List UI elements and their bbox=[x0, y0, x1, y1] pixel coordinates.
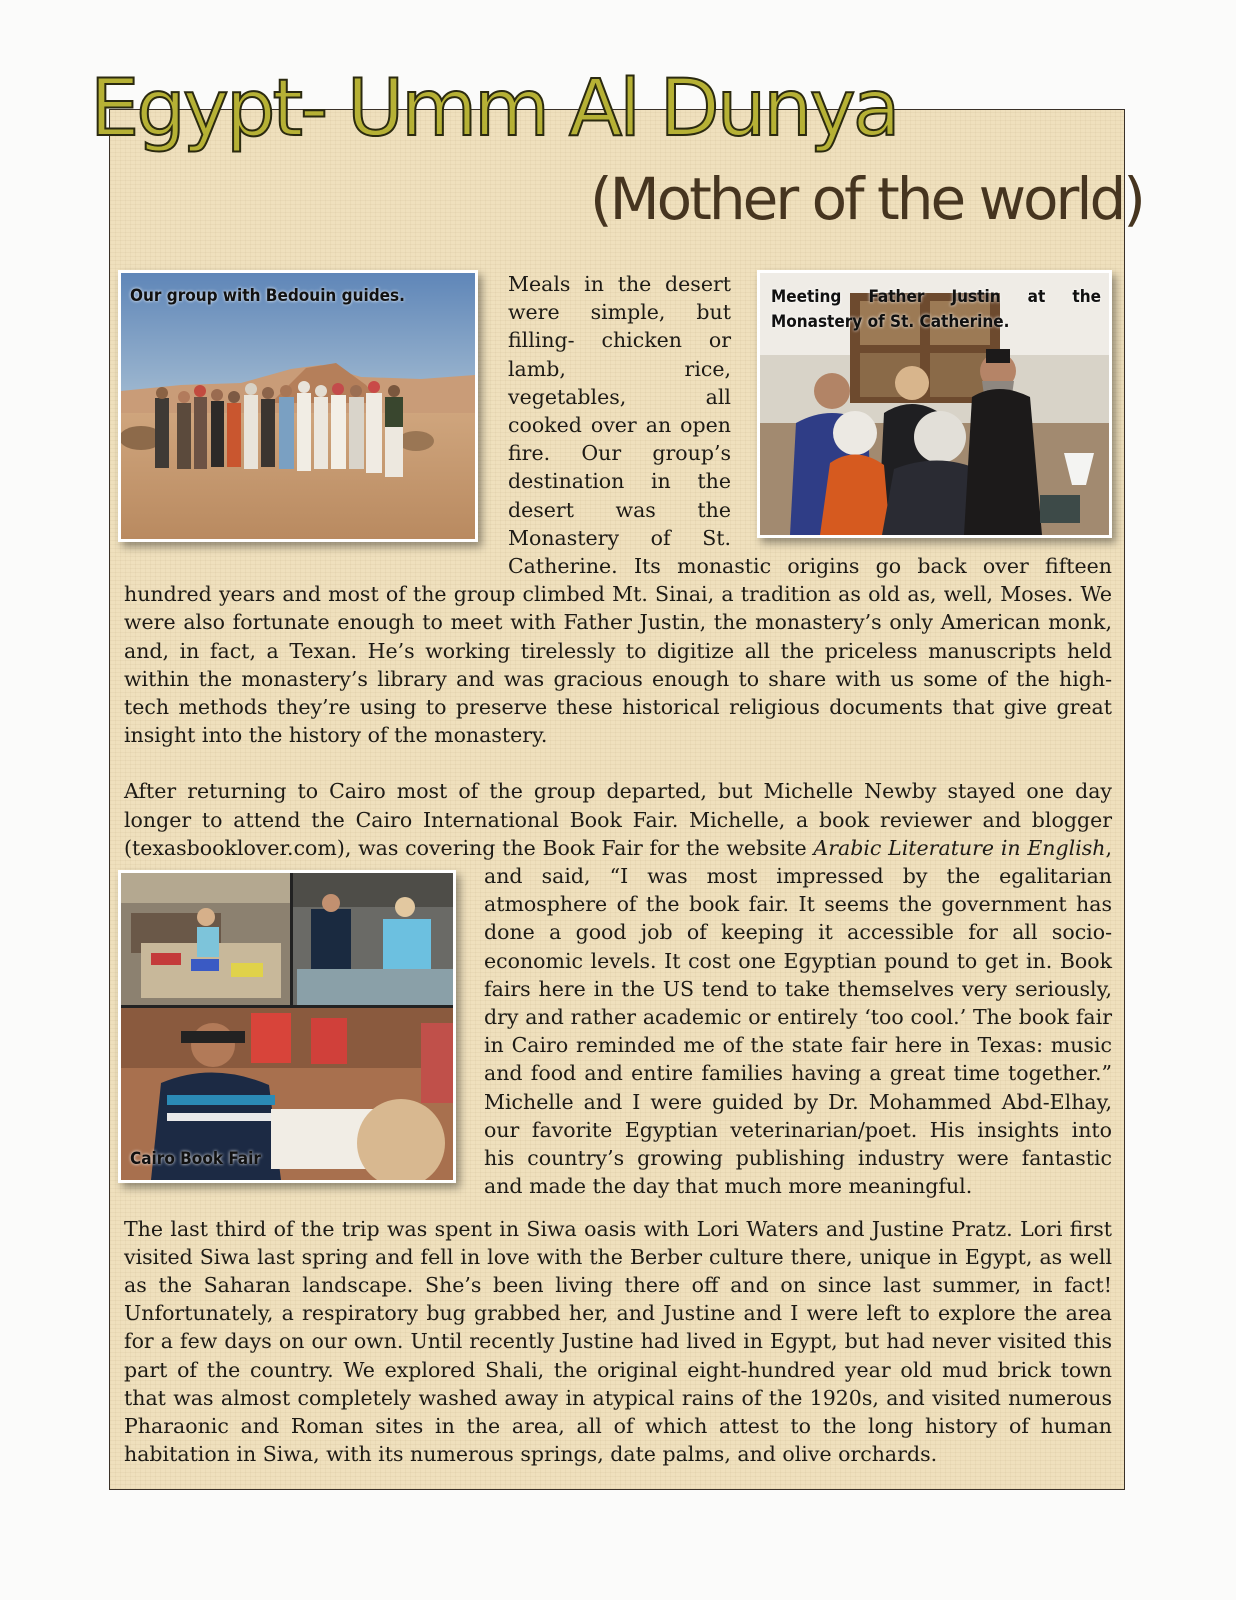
figure-caption: Meeting Father Justin at the Monastery of St. Catherine. bbox=[771, 287, 1101, 332]
page-title: Egypt- Umm Al Dunya bbox=[90, 64, 898, 154]
figure-caption: Cairo Book Fair bbox=[130, 1149, 261, 1170]
paragraph-book-fair: After returning to Cairo most of the group departed, but Michelle Newby stayed one day longer to attend the Cairo International Book Fair. Michelle, a book reviewer and blogger (texasbooklover.com), was covering the Book Fair for the website Arabic Literature in English Cairo Book Fair , and said, “I was most impressed by the egalitarian atmosphere of the book fair. It seems the government has done a good job of keeping it accessible for all socio-economic levels. It cost one Egyptian pound to get in. Book fairs here in the US tend to take themselves very seriously, dry and rather academic or entirely ‘too cool.’ The book fair in Cairo reminded me of the state fair here in Texas: music and food and entire families having a great time together.” Michelle and I were guided by Dr. Mohammed Abd-Elhay, our favorite Egyptian veterinarian/poet. His insights into his country’s growing publishing industry were fantastic and made the day that much more meaningful. bbox=[124, 777, 1112, 1200]
website-title: Arabic Literature in English bbox=[813, 835, 1106, 860]
bedouin-group-photo bbox=[118, 270, 478, 542]
father-justin-photo bbox=[757, 270, 1112, 538]
page-subtitle: (Mother of the world) bbox=[590, 165, 1143, 233]
paragraph-siwa-oasis: The last third of the trip was spent in Siwa oasis with Lori Waters and Justine Pratz. Lori first visited Siwa last spring and fell in love with the Berber culture there, unique in Egypt, as well as the Saharan landscape. She’s been living there off and on since last summer, in fact! Unfortunately, a respiratory bug grabbed her, and Justine and I were left to explore the area for a few days on our own. Until recently Justine had lived in Egypt, but had never visited this part of the country. We explored Shali, the original eight-hundred year old mud brick town that was almost completely washed away in atypical rains of the 1920s, and visited numerous Pharaonic and Roman sites in the area, all of which attest to the long history of human habitation in Siwa, with its numerous springs, date palms, and olive orchards. bbox=[124, 1216, 1112, 1467]
cairo-book-fair-photo bbox=[118, 870, 456, 1183]
figure-caption: Our group with Bedouin guides. bbox=[130, 286, 405, 306]
article-body bbox=[124, 270, 1112, 1468]
paragraph-desert-monastery: Meals in the desert were simple, but filling- chicken or lamb, rice, vegetables, all cooked over an open fire. Our group’s destination in the desert was the Monastery of St. Catherine. Its monastic origins go back over fifteen hundred years and most of the group climbed Mt. Sinai, a tradition as old as, well, Moses. We were also fortunate enough to meet with Father Justin, the monastery’s only American monk, and, in fact, a Texan. He’s working tirelessly to digitize all the priceless manuscripts held within the monastery’s library and was gracious enough to share with us some of the high-tech methods they’re using to preserve these historical religious documents that give great insight into the history of the monastery. bbox=[124, 272, 1112, 748]
